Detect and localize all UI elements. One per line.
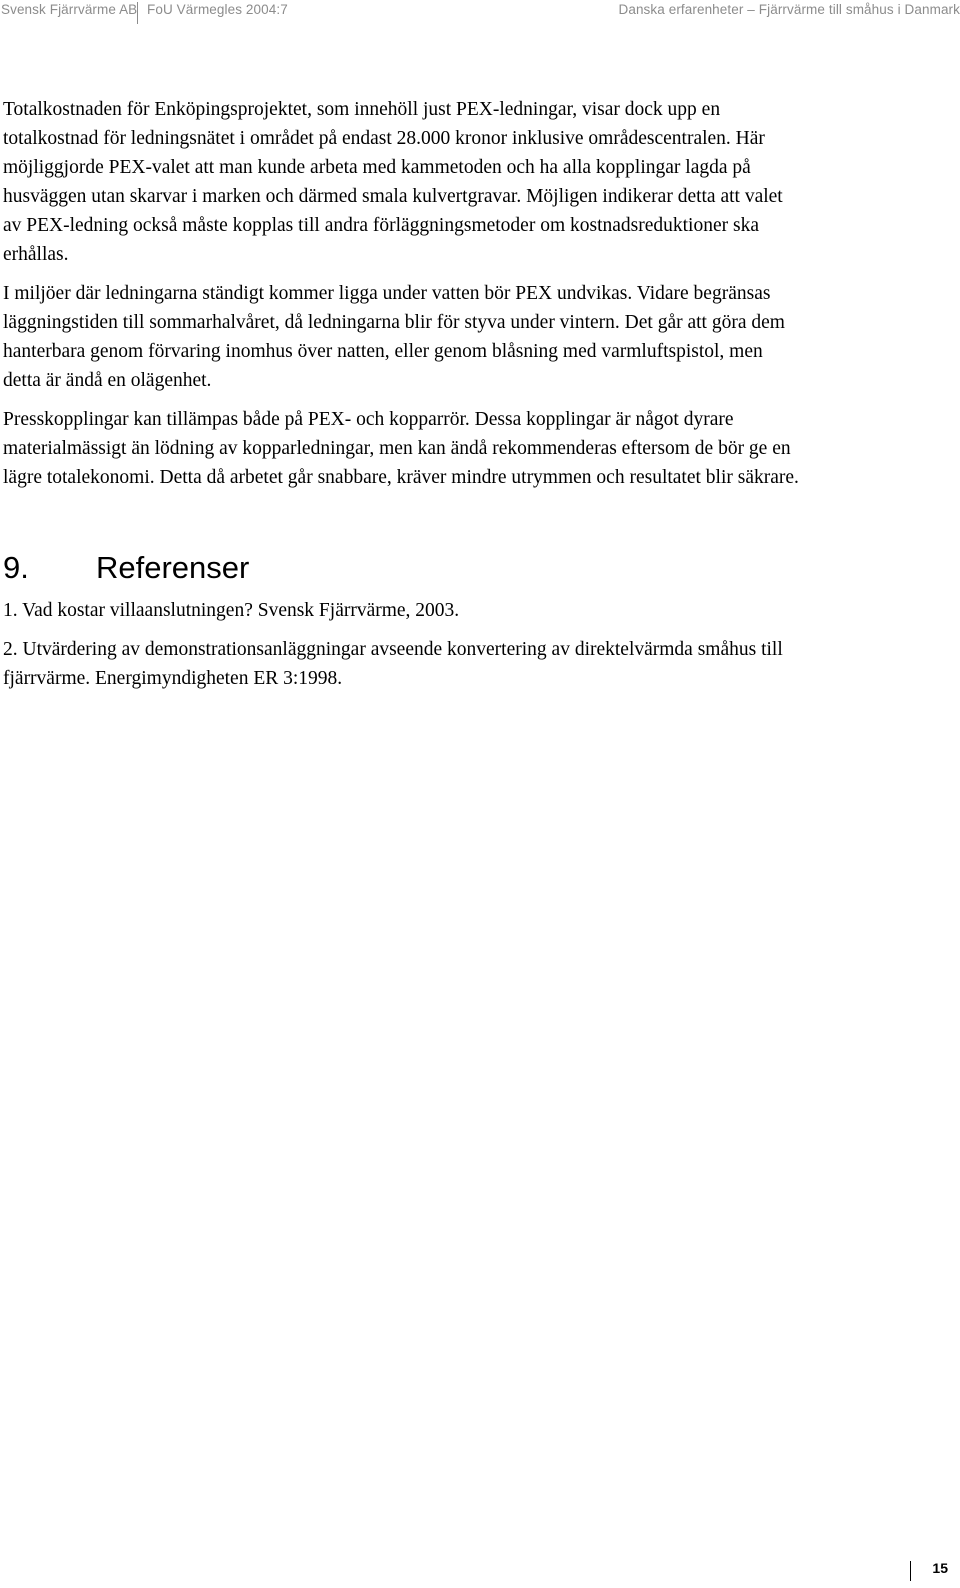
section-number: 9. xyxy=(3,550,29,585)
paragraph-presskopplingar: Presskopplingar kan tillämpas både på PEX- och kopparrör. Dessa kopplingar är något dyrare materialmässigt än lödning av kopparledningar, men kan ändå rekommenderas eftersom de bör ge en lägre totalekonomi. Detta då arbetet går snabbare, kräver mindre utrymmen och resultatet blir säkrare. xyxy=(3,409,799,488)
page-number-divider xyxy=(910,1561,911,1581)
body-text xyxy=(3,95,803,502)
header-company: Svensk Fjärrvärme AB xyxy=(1,2,138,17)
header-divider xyxy=(137,2,138,24)
paragraph-pex-environment: I miljöer där ledningarna ständigt kommer ligga under vatten bör PEX undvikas. Vidare begränsas läggningstiden till sommarhalvåret, då ledningarna blir för styva under vintern. Det går att göra dem hanterbara genom förvaring inomhus över natten, eller genom blåsning med varmluftspistol, men detta är ändå en olägenhet. xyxy=(3,283,785,391)
reference-list xyxy=(3,596,803,703)
page-number: 15 xyxy=(932,1560,948,1576)
header-report-id: FoU Värmegles 2004:7 xyxy=(147,2,288,17)
section-title: Referenser xyxy=(96,550,250,585)
section-heading xyxy=(3,548,249,588)
header-document-title: Danska erfarenheter – Fjärrvärme till småhus i Danmark xyxy=(618,2,960,17)
reference-item: 1. Vad kostar villaanslutningen? Svensk Fjärrvärme, 2003. xyxy=(3,600,460,621)
page-header xyxy=(0,2,960,24)
reference-item: 2. Utvärdering av demonstrationsanläggningar avseende konvertering av direktelvärmda småhus till fjärrvärme. Energimyndigheten ER 3:1998. xyxy=(3,639,783,689)
paragraph-enkoping: Totalkostnaden för Enköpingsprojektet, som innehöll just PEX-ledningar, visar dock upp en totalkostnad för ledningsnätet i området på endast 28.000 kronor inklusive områdescentralen. Här möjliggjorde PEX-valet att man kunde arbeta med kammetoden och ha alla kopplingar lagda på husväggen utan skarvar i marken och därmed smala kulvertgravar. Möjligen indikerar detta att valet av PEX-ledning också måste kopplas till andra förläggningsmetoder om kostnadsreduktioner ska erhållas. xyxy=(3,99,783,265)
